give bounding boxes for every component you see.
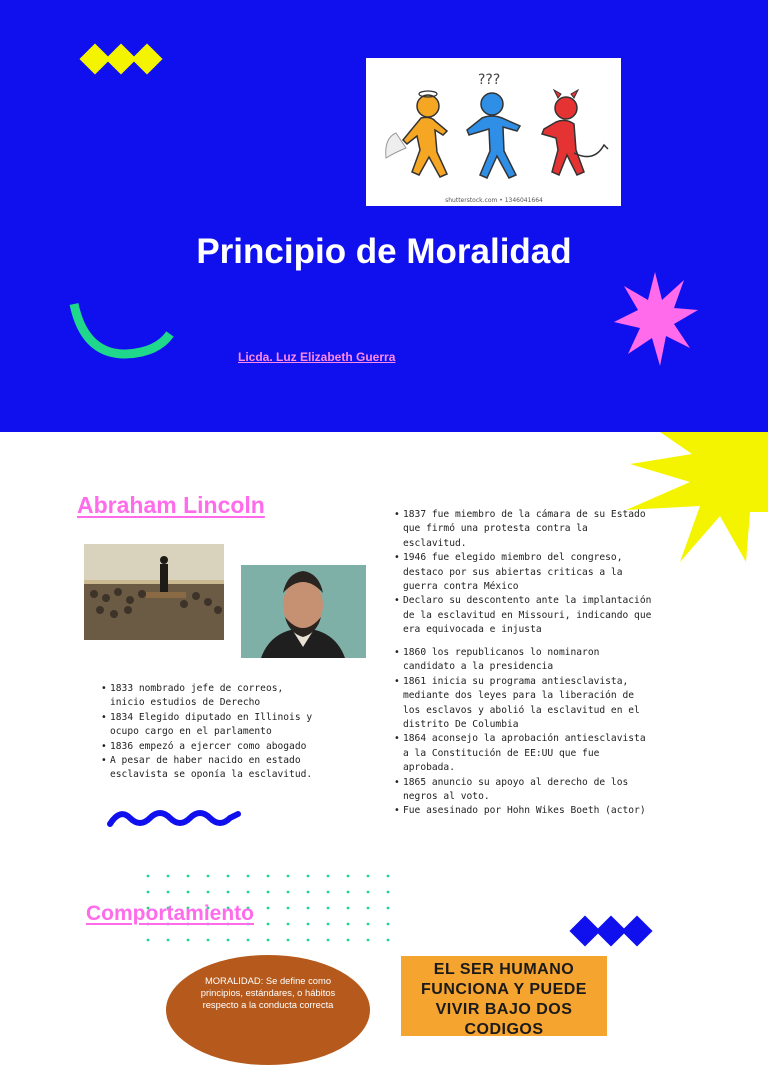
arc-icon	[66, 298, 176, 362]
starburst-icon	[610, 270, 700, 370]
list-item: • 1833 nombrado jefe de correos, inicio estudios de Derecho	[101, 682, 351, 711]
question-marks: ???	[478, 72, 501, 88]
image-caption: shutterstock.com • 1346041664	[445, 197, 543, 204]
list-item: • 1836 empezó a ejercer como abogado	[101, 740, 351, 754]
codes-callout: EL SER HUMANO FUNCIONA Y PUEDE VIVIR BAJO DOS CODIGOS	[401, 956, 607, 1036]
list-item: • Declaro su descontento ante la implantación de la esclavitud en Missouri, indicando que era equivocada e injusta	[394, 594, 684, 637]
lincoln-career-list	[394, 508, 684, 638]
diamond-icon	[621, 915, 652, 946]
title-slide	[0, 0, 768, 432]
behavior-heading: Comportamiento	[86, 902, 254, 925]
morality-definition: MORALIDAD: Se define como principios, estándares, o hábitos respecto a la conducta correcta	[166, 955, 370, 1065]
morality-illustration	[366, 58, 621, 206]
list-item: • 1864 aconsejo la aprobación antiesclavista a la Constitución de EE:UU que fue aprobada.	[394, 732, 684, 775]
speech-painting	[84, 544, 224, 640]
lincoln-heading: Abraham Lincoln	[77, 492, 265, 518]
list-item: • 1860 los republicanos lo nominaron candidato a la presidencia	[394, 646, 684, 675]
list-item: • 1837 fue miembro de la cámara de su Estado que firmó una protesta contra la esclavitud.	[394, 508, 684, 551]
list-item: • 1834 Elegido diputado en Illinois y ocupo cargo en el parlamento	[101, 711, 351, 740]
diamond-icon	[131, 43, 162, 74]
lincoln-portrait	[241, 565, 366, 658]
lincoln-presidency-list	[394, 646, 684, 819]
slide-title: Principio de Moralidad	[196, 232, 572, 271]
lincoln-slide	[0, 432, 768, 1038]
list-item: • 1946 fue elegido miembro del congreso, destaco por sus abiertas criticas a la guerra contra México	[394, 551, 684, 594]
list-item: • 1861 inicia su programa antiesclavista, mediante dos leyes para la liberación de los esclavos y abolió la esclavitud en el distrito De Columbia	[394, 675, 684, 733]
lincoln-early-list	[101, 682, 351, 783]
author-link[interactable]: Licda. Luz Elizabeth Guerra	[238, 350, 396, 364]
yellow-diamonds	[84, 48, 158, 70]
list-item: • 1865 anuncio su apoyo al derecho de los negros al voto.	[394, 776, 684, 805]
list-item: • Fue asesinado por Hohn Wikes Boeth (actor)	[394, 804, 684, 818]
wave-icon	[106, 804, 242, 832]
blue-diamonds	[574, 920, 648, 942]
list-item: • A pesar de haber nacido en estado esclavista se oponía la esclavitud.	[101, 754, 351, 783]
